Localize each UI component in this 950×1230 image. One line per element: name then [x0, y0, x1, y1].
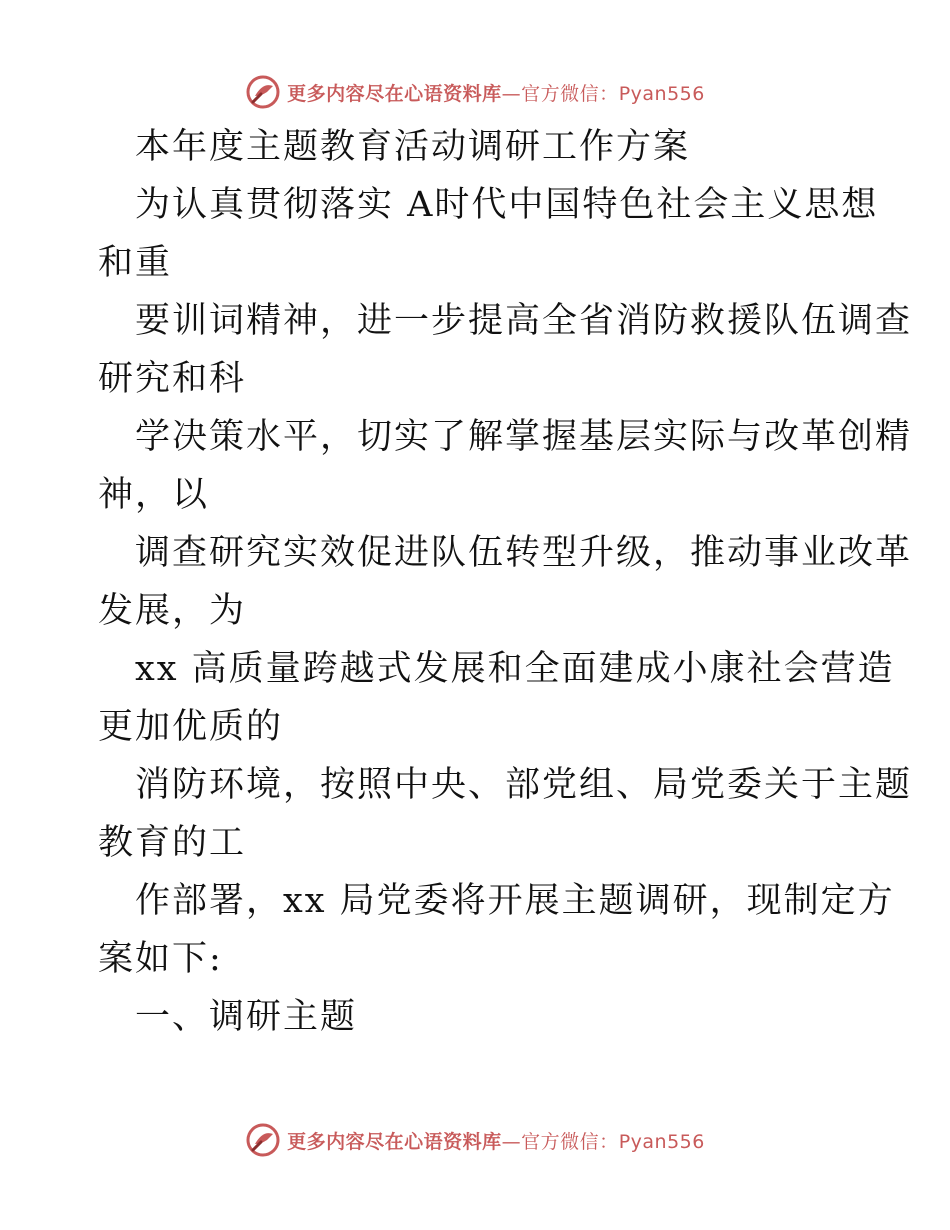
- document-line: 作部署，xx 局党委将开展主题调研，现制定方: [135, 881, 895, 921]
- document-line: 调查研究实效促进队伍转型升级，推动事业改革: [135, 533, 913, 573]
- watermark-site-text: 更多内容尽在心语资料库: [287, 82, 502, 105]
- document-line: 神，以: [98, 475, 210, 515]
- document-line: 消防环境，按照中央、部党组、局党委关于主题: [135, 765, 913, 805]
- watermark-wechat-id: Pyan556: [618, 1130, 705, 1153]
- watermark-separator: —: [501, 1130, 522, 1153]
- watermark-separator: —: [501, 82, 522, 105]
- watermark-banner-bottom: [0, 1120, 950, 1160]
- watermark-text: [287, 79, 705, 106]
- watermark-banner-top: [0, 72, 950, 112]
- document-line: 研究和科: [98, 359, 247, 399]
- watermark-wechat-label: 官方微信：: [521, 1130, 619, 1153]
- section-heading: 一、调研主题: [135, 997, 358, 1037]
- watermark-site-text: 更多内容尽在心语资料库: [287, 1130, 502, 1153]
- watermark-wechat-id: Pyan556: [618, 82, 705, 105]
- logo-icon: [245, 74, 281, 110]
- document-line: 和重: [98, 243, 173, 283]
- document-line: xx 高质量跨越式发展和全面建成小康社会营造: [135, 649, 895, 689]
- document-line: 更加优质的: [98, 707, 284, 747]
- document-line: 学决策水平，切实了解掌握基层实际与改革创精: [135, 417, 913, 457]
- document-line: 案如下:: [98, 939, 223, 979]
- watermark-wechat-label: 官方微信：: [521, 82, 619, 105]
- document-line: 要训词精神，进一步提高全省消防救援队伍调查: [135, 301, 913, 341]
- document-line: 教育的工: [98, 823, 247, 863]
- document-line: 发展，为: [98, 591, 247, 631]
- document-body: [98, 118, 913, 1046]
- watermark-text: [287, 1127, 705, 1154]
- document-title: 本年度主题教育活动调研工作方案: [135, 127, 691, 167]
- document-line: 为认真贯彻落实 A时代中国特色社会主义思想: [135, 185, 879, 225]
- logo-icon: [245, 1122, 281, 1158]
